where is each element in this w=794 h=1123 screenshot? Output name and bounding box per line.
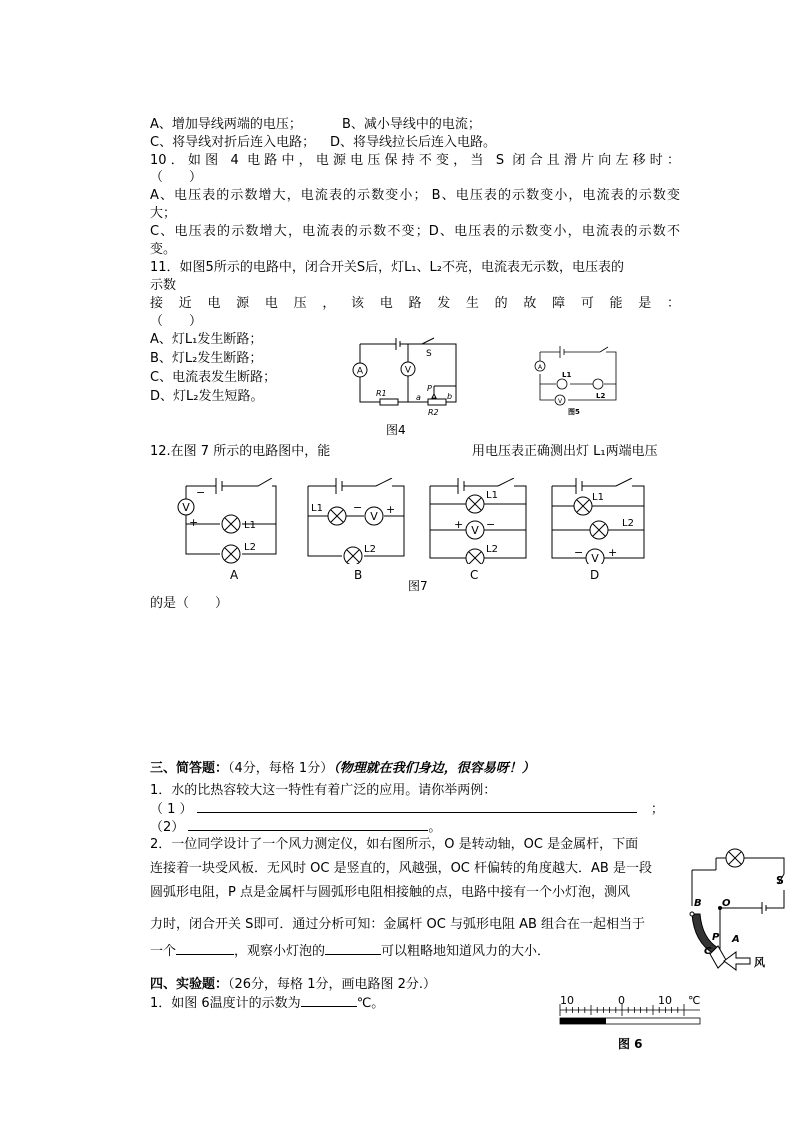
svg-text:+: + [386,503,396,516]
sec3-q1-blank-2: （2） 。 [150,820,442,835]
thermo-tick-3: 10 [658,994,672,1007]
svg-text:P: P [427,384,432,393]
section-3-heading: 三、简答题：（4分，每格 1分）（物理就在我们身边，很容易呀！） [150,761,535,776]
figure-4-caption: 图4 [386,423,406,437]
q11-option-c: C、电流表发生断路； [150,370,277,385]
figure-7-circuit-d [544,478,654,564]
q11-option-b: B、灯L₂发生断路； [150,351,263,366]
svg-text:L1: L1 [311,503,323,514]
svg-text:V: V [557,398,563,405]
thermometer-figure [558,994,706,1056]
q10-stem: 10．如图 4 电路中，电源电压保持不变，当 S 闭合且滑片向左移时： [150,153,680,168]
svg-text:C: C [704,946,712,957]
thermo-tick-1: 10 [560,994,574,1007]
thermometer-caption: 图 6 [618,1037,643,1051]
q11-option-a: A、灯L₁发生断路； [150,332,263,347]
svg-text:V: V [370,510,378,523]
svg-text:+: + [454,518,464,531]
figure-7-circuit-c [422,478,532,564]
answer-blank[interactable] [301,994,357,1007]
sec3-q2-line-1: 2．一位同学设计了一个风力测定仪，如右图所示，O 是转动轴，OC 是金属杆，下面 [150,837,639,852]
svg-text:−: − [353,501,363,514]
q12-stem-cont: 用电压表正确测出灯 L₁两端电压 [472,444,658,459]
svg-text:V: V [471,524,479,537]
svg-text:L1: L1 [592,492,604,503]
svg-text:图5: 图5 [568,408,580,416]
svg-text:S: S [776,874,784,887]
thermo-tick-2: 0 [618,994,625,1007]
figure-7-circuit-b [300,478,410,564]
section-4-heading: 四、实验题：（26分，每格 1分，画电路图 2分.） [150,977,436,992]
circuit-c-label: C [470,568,479,582]
svg-text:S: S [426,349,432,359]
q10-options-cd-cont: 变。 [150,242,177,257]
q12-tail: 的是（ ） [150,596,229,611]
figure-7-circuit-a [176,478,286,564]
svg-text:V: V [591,552,599,564]
sec3-q2-line-4: 力时，闭合开关 S即可．通过分析可知：金属杆 OC 与弧形电阻 AB 组合在一起相当于 [150,917,646,932]
svg-text:B: B [694,898,702,909]
svg-text:L2: L2 [486,544,498,555]
svg-text:O: O [722,898,731,909]
svg-text:−: − [486,518,496,531]
q10-options-ab-cont: 大； [150,206,177,221]
sec3-q2-line-3: 圆弧形电阻，P 点是金属杆与圆弧形电阻相接触的点，电路中接有一个小灯泡，测风 [150,885,630,900]
answer-blank[interactable] [188,818,428,831]
q11-stem-cont2: 接近电源电压，该电路发生的故障可能是： [150,296,680,311]
svg-text:A: A [356,366,364,377]
svg-text:L1: L1 [244,520,256,531]
q11-stem: 11．如图5所示的电路中，闭合开关S后，灯L₁、L₂不亮，电流表无示数，电压表的 [150,260,624,275]
svg-text:−: − [574,546,584,559]
svg-text:A: A [537,364,543,371]
q11-option-d: D、灯L₂发生短路。 [150,389,264,404]
svg-text:L2: L2 [622,518,634,529]
svg-text:R2: R2 [428,408,439,417]
answer-blank[interactable] [197,800,637,813]
circuit-a-label: A [230,568,239,582]
svg-text:A: A [732,934,740,945]
svg-text:a: a [416,393,421,402]
thermo-tick-unit: ℃ [688,994,701,1007]
sec3-q1-blank-1: （ 1 ） ； [150,802,664,817]
q9-option-d: D、将导线拉长后连入电路。 [330,135,497,150]
svg-text:b: b [447,392,453,401]
figure-4-circuit [350,336,460,418]
q9-option-a: A、增加导线两端的电压； [150,117,302,132]
svg-text:L2: L2 [596,392,606,400]
svg-text:−: − [196,486,206,499]
q10-options-cd: C、电压表的示数增大，电流表的示数不变；D、电压表的示数变小，电流表的示数不 [150,224,680,239]
svg-text:+: + [189,516,199,529]
sec4-q1: 1．如图 6温度计的示数为 ℃。 [150,996,385,1011]
svg-text:L2: L2 [364,544,376,555]
q11-stem-cont: 示数 [150,278,177,293]
circuit-b-label: B [354,568,363,582]
q10-paren: （ ） [150,170,203,185]
svg-text:V: V [404,365,412,376]
svg-text:V: V [182,501,190,514]
svg-text:P: P [712,932,720,943]
q10-options-ab: A、电压表的示数增大，电流表的示数变小； B、电压表的示数变小，电流表的示数变 [150,188,680,203]
q9-option-b: B、减小导线中的电流； [342,117,481,132]
sec3-q2-line-2: 连接着一块受风板．无风时 OC 是竖直的，风越强，OC 杆偏转的角度越大．AB 是一段 [150,861,652,876]
figure-5-circuit [530,344,622,416]
answer-blank[interactable] [176,942,234,955]
sec3-q1: 1．水的比热容较大这一特性有着广泛的应用。请你举两例： [150,783,497,798]
sec3-q2-line-5: 一个 ，观察小灯泡的 可以粗略地知道风力的大小． [150,944,551,959]
wind-meter-figure [680,842,792,974]
answer-blank[interactable] [325,942,381,955]
svg-text:风: 风 [754,956,765,969]
circuit-d-label: D [590,568,600,582]
svg-text:+: + [608,546,618,559]
svg-text:L1: L1 [562,371,572,379]
svg-text:R1: R1 [376,389,387,398]
figure-7-caption: 图7 [408,579,428,593]
q9-option-c: C、将导线对折后连入电路； [150,135,316,150]
svg-text:L1: L1 [486,490,498,501]
q11-paren: （ ） [150,314,203,329]
q12-stem: 12.在图 7 所示的电路图中，能 [150,444,331,459]
svg-text:L2: L2 [244,542,256,553]
